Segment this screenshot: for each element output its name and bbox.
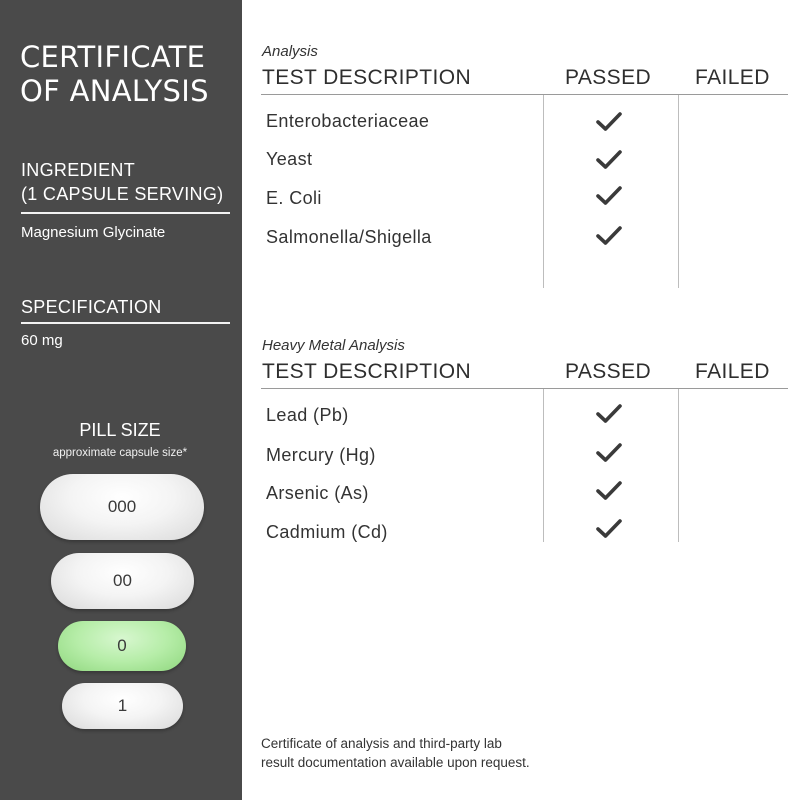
- analysis-column-divider-2: [678, 95, 679, 288]
- ingredient-heading-line-1: INGREDIENT: [21, 160, 136, 180]
- analysis-header-failed: FAILED: [695, 66, 770, 89]
- footnote-line-1: Certificate of analysis and third-party lab: [261, 736, 502, 751]
- title-line-2: OF ANALYSIS: [20, 74, 209, 108]
- heavy-metal-section-label: Heavy Metal Analysis: [262, 337, 405, 354]
- footnote: [261, 734, 530, 772]
- heavy-metal-row-1-test: Lead (Pb): [266, 405, 349, 425]
- capsule-0-highlighted: [58, 621, 186, 671]
- check-icon: [595, 111, 623, 133]
- analysis-row-4-test: Salmonella/Shigella: [266, 227, 432, 247]
- pill-size-subtitle: approximate capsule size*: [52, 447, 188, 459]
- capsule-000: [40, 474, 204, 540]
- ingredient-heading: [21, 158, 231, 206]
- capsule-1-label: 1: [117, 696, 128, 715]
- analysis-header-test: TEST DESCRIPTION: [262, 66, 472, 89]
- capsule-000-label: 000: [107, 497, 137, 516]
- title-line-1: CERTIFICATE: [20, 40, 206, 74]
- heavy-metal-row-4-test: Cadmium (Cd): [266, 522, 388, 542]
- analysis-header-passed: PASSED: [565, 66, 652, 89]
- ingredient-divider: [21, 212, 230, 214]
- analysis-row-2-test: Yeast: [266, 149, 313, 169]
- check-icon: [595, 442, 623, 464]
- certificate-title: [20, 40, 235, 108]
- analysis-row-1-test: Enterobacteriaceae: [266, 111, 430, 131]
- check-icon: [595, 403, 623, 425]
- ingredient-value: Magnesium Glycinate: [21, 224, 166, 241]
- check-icon: [595, 225, 623, 247]
- specification-value: 60 mg: [21, 332, 63, 349]
- heavy-metal-header-failed: FAILED: [695, 360, 770, 383]
- analysis-section-label: Analysis: [262, 43, 318, 60]
- heavy-metal-header-passed: PASSED: [565, 360, 652, 383]
- analysis-row-3-test: E. Coli: [266, 188, 322, 208]
- heavy-metal-column-divider-2: [678, 389, 679, 542]
- analysis-column-divider-1: [543, 95, 544, 288]
- pill-size-heading: PILL SIZE: [79, 420, 161, 440]
- footnote-line-2: result documentation available upon request.: [261, 755, 530, 770]
- specification-heading-text: SPECIFICATION: [21, 297, 162, 317]
- capsule-0-label: 0: [117, 636, 127, 655]
- heavy-metal-header-rule: [261, 388, 788, 389]
- heavy-metal-column-divider-1: [543, 389, 544, 542]
- ingredient-heading-line-2: (1 CAPSULE SERVING): [21, 184, 224, 204]
- capsule-1: [62, 683, 183, 729]
- check-icon: [595, 518, 623, 540]
- heavy-metal-row-3-test: Arsenic (As): [266, 483, 369, 503]
- heavy-metal-header-test: TEST DESCRIPTION: [262, 360, 472, 383]
- specification-divider: [21, 322, 230, 324]
- heavy-metal-row-2-test: Mercury (Hg): [266, 445, 376, 465]
- capsule-00: [51, 553, 194, 609]
- sidebar-panel: [0, 0, 242, 800]
- check-icon: [595, 149, 623, 171]
- check-icon: [595, 185, 623, 207]
- check-icon: [595, 480, 623, 502]
- capsule-00-label: 00: [113, 571, 132, 590]
- specification-heading: [21, 295, 231, 319]
- analysis-header-rule: [261, 94, 788, 95]
